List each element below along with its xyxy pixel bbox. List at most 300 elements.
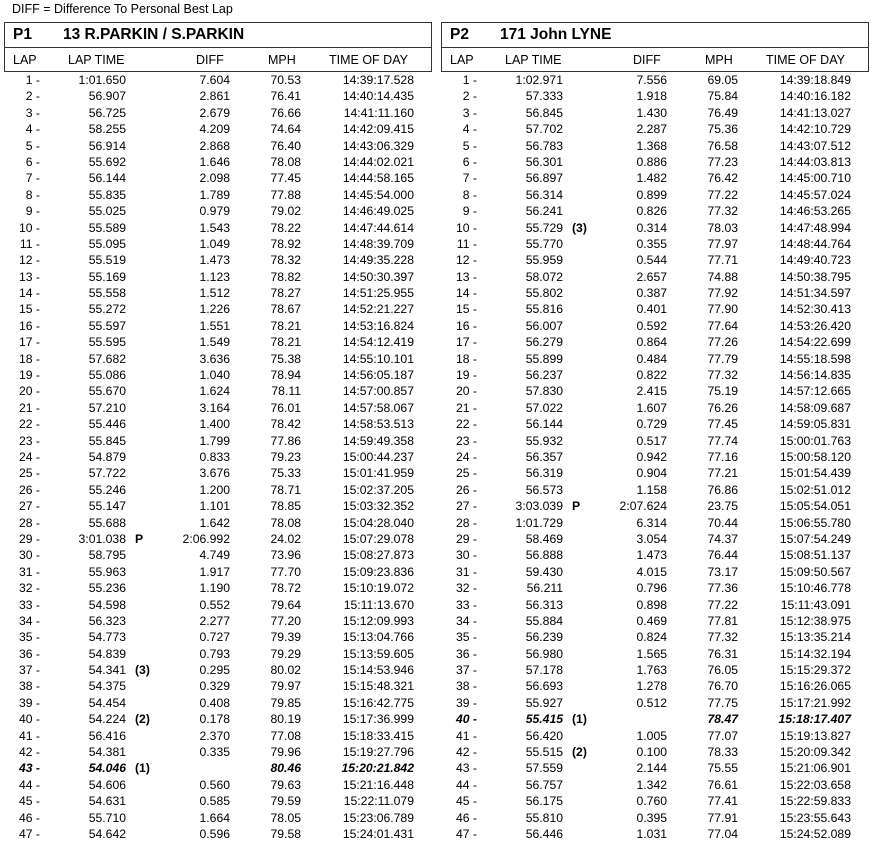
table-row	[441, 678, 869, 694]
time-of-day: 15:11:43.091	[780, 597, 851, 612]
diff-value: 2.861	[199, 89, 230, 104]
mph-value: 78.32	[270, 253, 301, 268]
time-of-day: 15:01:54.439	[779, 466, 851, 481]
time-of-day: 14:49:35.228	[342, 253, 414, 268]
lap-time: 58.795	[88, 548, 126, 563]
time-of-day: 15:21:06.901	[779, 761, 851, 776]
lap-time: 55.589	[88, 220, 126, 235]
lap-time: 55.963	[88, 564, 126, 579]
diff-value: 1.031	[636, 826, 667, 841]
lap-number: 42 -	[455, 745, 477, 760]
lap-number: 5 -	[25, 138, 40, 153]
lap-number: 22 -	[455, 417, 477, 432]
lap-number: 7 -	[25, 171, 40, 186]
mph-value: 70.44	[707, 515, 738, 530]
mph-value: 74.37	[707, 531, 738, 546]
table-row	[441, 646, 869, 662]
time-of-day: 15:24:52.089	[779, 826, 851, 841]
lap-flag: (3)	[135, 663, 150, 678]
diff-value: 1.646	[199, 154, 230, 169]
mph-value: 77.45	[270, 171, 301, 186]
table-row	[441, 236, 869, 252]
table-row	[4, 252, 432, 268]
lap-number: 14 -	[18, 286, 40, 301]
mph-value: 77.75	[707, 695, 738, 710]
diff-value: 0.469	[636, 613, 667, 628]
lap-time: 56.783	[525, 138, 563, 153]
lap-flag: (2)	[572, 745, 587, 760]
lap-number: 13 -	[455, 269, 477, 284]
mph-value: 77.22	[707, 597, 738, 612]
lap-number: 21 -	[18, 400, 40, 415]
lap-number: 22 -	[18, 417, 40, 432]
mph-value: 75.38	[270, 351, 301, 366]
time-of-day: 14:44:03.813	[779, 154, 851, 169]
diff-value: 2.098	[199, 171, 230, 186]
time-of-day: 14:39:18.849	[779, 73, 851, 87]
table-row	[4, 433, 432, 449]
lap-time: 56.144	[88, 171, 126, 186]
time-of-day: 14:46:49.025	[342, 204, 414, 219]
position-label: P2	[450, 26, 469, 43]
diff-value: 1.624	[199, 384, 230, 399]
time-of-day: 15:07:29.078	[342, 531, 414, 546]
table-row	[4, 482, 432, 498]
lap-time: 55.729	[525, 220, 563, 235]
lap-number: 3 -	[25, 105, 40, 120]
table-row	[4, 285, 432, 301]
lap-number: 15 -	[455, 302, 477, 317]
table-row	[4, 597, 432, 613]
diff-value: 1.123	[199, 269, 230, 284]
lap-time: 56.907	[88, 89, 126, 104]
lap-time: 55.959	[525, 253, 563, 268]
lap-flag: (1)	[135, 761, 150, 776]
lap-number: 40 -	[455, 712, 477, 727]
lap-number: 44 -	[18, 777, 40, 792]
time-of-day: 14:58:09.687	[779, 400, 851, 415]
table-row	[4, 826, 432, 842]
lap-number: 24 -	[18, 449, 40, 464]
time-of-day: 14:41:13.027	[779, 105, 851, 120]
lap-number: 37 -	[455, 663, 477, 678]
diff-value: 0.100	[636, 745, 667, 760]
diff-value: 2.370	[199, 728, 230, 743]
diff-value: 2.657	[636, 269, 667, 284]
diff-value: 4.749	[199, 548, 230, 563]
lap-number: 23 -	[455, 433, 477, 448]
lap-time: 58.072	[525, 269, 563, 284]
lap-number: 41 -	[455, 728, 477, 743]
time-of-day: 14:41:11.160	[343, 105, 414, 120]
lap-time: 55.688	[88, 515, 126, 530]
lap-time: 56.279	[525, 335, 563, 350]
lap-time: 57.333	[525, 89, 563, 104]
mph-value: 76.42	[707, 171, 738, 186]
diff-value: 1.789	[199, 187, 230, 202]
lap-number: 30 -	[18, 548, 40, 563]
col-diff: DIFF	[633, 53, 661, 67]
diff-value: 0.942	[636, 449, 667, 464]
lap-number: 25 -	[455, 466, 477, 481]
table-row	[441, 138, 869, 154]
lap-time: 57.210	[88, 400, 126, 415]
mph-value: 78.47	[707, 712, 738, 727]
table-row	[441, 662, 869, 678]
time-of-day: 15:22:03.658	[779, 777, 851, 792]
time-of-day: 14:45:00.710	[779, 171, 851, 186]
time-of-day: 14:48:39.709	[342, 236, 414, 251]
time-of-day: 15:03:32.352	[342, 499, 414, 514]
time-of-day: 15:17:21.992	[779, 695, 851, 710]
time-of-day: 14:58:53.513	[342, 417, 414, 432]
table-row	[441, 613, 869, 629]
time-of-day: 14:50:30.397	[342, 269, 414, 284]
lap-rows	[4, 72, 432, 842]
mph-value: 78.94	[270, 368, 301, 383]
lap-time: 56.319	[525, 466, 563, 481]
lap-time: 54.224	[88, 712, 126, 727]
mph-value: 78.82	[270, 269, 301, 284]
time-of-day: 14:51:34.597	[779, 286, 851, 301]
mph-value: 23.75	[707, 499, 738, 514]
diff-value: 0.512	[636, 695, 667, 710]
lap-number: 36 -	[18, 646, 40, 661]
mph-value: 80.02	[270, 663, 301, 678]
lap-number: 17 -	[455, 335, 477, 350]
mph-value: 77.16	[707, 449, 738, 464]
diff-value: 1.040	[199, 368, 230, 383]
lap-time: 54.642	[88, 826, 126, 841]
driver-panel-p2	[441, 22, 869, 842]
time-of-day: 14:54:22.699	[779, 335, 851, 350]
mph-value: 78.33	[707, 745, 738, 760]
lap-time: 55.692	[88, 154, 126, 169]
lap-time: 57.702	[525, 122, 563, 137]
time-of-day: 15:14:32.194	[779, 646, 851, 661]
mph-value: 78.85	[270, 499, 301, 514]
lap-time: 55.147	[88, 499, 126, 514]
lap-number: 11 -	[456, 236, 477, 251]
diff-value: 0.401	[636, 302, 667, 317]
time-of-day: 14:59:05.831	[779, 417, 851, 432]
table-row	[4, 105, 432, 121]
table-row	[4, 170, 432, 186]
table-row	[4, 121, 432, 137]
diff-value: 1.799	[199, 433, 230, 448]
mph-value: 79.39	[270, 630, 301, 645]
table-row	[441, 564, 869, 580]
lap-number: 34 -	[18, 613, 40, 628]
table-row	[441, 105, 869, 121]
lap-time: 55.025	[88, 204, 126, 219]
lap-time: 56.420	[525, 728, 563, 743]
table-row	[4, 793, 432, 809]
lap-time: 54.606	[88, 777, 126, 792]
table-row	[441, 72, 869, 88]
lap-number: 31 -	[18, 564, 40, 579]
lap-number: 20 -	[18, 384, 40, 399]
lap-time: 55.558	[88, 286, 126, 301]
mph-value: 76.41	[270, 89, 301, 104]
time-of-day: 14:56:05.187	[342, 368, 414, 383]
diff-value: 0.864	[636, 335, 667, 350]
driver-header	[441, 22, 869, 48]
lap-number: 35 -	[455, 630, 477, 645]
lap-number: 18 -	[18, 351, 40, 366]
table-row	[4, 138, 432, 154]
time-of-day: 14:40:14.435	[342, 89, 414, 104]
table-row	[441, 449, 869, 465]
lap-number: 4 -	[25, 122, 40, 137]
mph-value: 77.23	[707, 154, 738, 169]
diff-value: 0.585	[199, 794, 230, 809]
lap-time: 55.169	[88, 269, 126, 284]
time-of-day: 14:52:30.413	[779, 302, 851, 317]
time-of-day: 15:16:42.775	[342, 695, 414, 710]
time-of-day: 15:09:23.836	[342, 564, 414, 579]
table-row	[441, 351, 869, 367]
lap-number: 36 -	[455, 646, 477, 661]
lap-number: 46 -	[455, 810, 477, 825]
mph-value: 69.05	[707, 73, 738, 87]
col-mph: MPH	[705, 53, 733, 67]
mph-value: 77.20	[270, 613, 301, 628]
lap-time: 3:01.038	[78, 531, 126, 546]
diff-value: 1.543	[199, 220, 230, 235]
time-of-day: 14:55:10.101	[342, 351, 414, 366]
table-row	[441, 531, 869, 547]
lap-time: 56.757	[525, 777, 563, 792]
diff-value: 1.400	[199, 417, 230, 432]
lap-time: 55.802	[525, 286, 563, 301]
time-of-day: 14:45:54.000	[342, 187, 414, 202]
lap-number: 11 -	[19, 236, 40, 251]
table-row	[4, 220, 432, 236]
mph-value: 75.36	[707, 122, 738, 137]
mph-value: 77.32	[707, 368, 738, 383]
mph-value: 77.70	[270, 564, 301, 579]
lap-time: 55.095	[88, 236, 126, 251]
mph-value: 76.26	[707, 400, 738, 415]
lap-number: 28 -	[18, 515, 40, 530]
lap-time: 54.773	[88, 630, 126, 645]
lap-time: 56.314	[525, 187, 563, 202]
table-row	[441, 252, 869, 268]
diff-value: 0.886	[636, 154, 667, 169]
diff-value: 4.209	[199, 122, 230, 137]
table-row	[4, 72, 432, 88]
table-row	[441, 515, 869, 531]
table-row	[441, 760, 869, 776]
mph-value: 75.55	[707, 761, 738, 776]
diff-value: 2.287	[636, 122, 667, 137]
diff-value: 4.015	[636, 564, 667, 579]
lap-time: 3:03.039	[515, 499, 563, 514]
lap-number: 9 -	[25, 204, 40, 219]
mph-value: 77.64	[707, 318, 738, 333]
lap-time: 55.236	[88, 581, 126, 596]
diff-value: 0.979	[199, 204, 230, 219]
lap-time: 55.272	[88, 302, 126, 317]
lap-time: 56.980	[525, 646, 563, 661]
table-row	[441, 728, 869, 744]
time-of-day: 14:52:21.227	[342, 302, 414, 317]
mph-value: 75.84	[707, 89, 738, 104]
lap-time: 54.631	[88, 794, 126, 809]
lap-number: 1 -	[25, 73, 40, 87]
time-of-day: 15:19:13.827	[779, 728, 851, 743]
mph-value: 79.97	[270, 679, 301, 694]
diff-value: 0.395	[636, 810, 667, 825]
table-row	[441, 465, 869, 481]
lap-time: 57.559	[525, 761, 563, 776]
mph-value: 77.74	[707, 433, 738, 448]
lap-number: 45 -	[18, 794, 40, 809]
mph-value: 75.33	[270, 466, 301, 481]
table-row	[441, 154, 869, 170]
lap-number: 35 -	[18, 630, 40, 645]
diff-value: 0.560	[199, 777, 230, 792]
time-of-day: 14:57:58.067	[342, 400, 414, 415]
lap-number: 2 -	[462, 89, 477, 104]
column-headers	[4, 48, 432, 72]
diff-value: 0.178	[199, 712, 230, 727]
col-lap-time: LAP TIME	[68, 53, 125, 67]
lap-time: 56.323	[88, 613, 126, 628]
time-of-day: 14:53:16.824	[342, 318, 414, 333]
lap-number: 38 -	[455, 679, 477, 694]
diff-value: 1.049	[199, 236, 230, 251]
lap-time: 55.816	[525, 302, 563, 317]
time-of-day: 15:22:59.833	[779, 794, 851, 809]
time-of-day: 15:12:09.993	[342, 613, 414, 628]
lap-time: 57.682	[88, 351, 126, 366]
mph-value: 76.49	[707, 105, 738, 120]
table-row	[4, 646, 432, 662]
mph-value: 79.23	[270, 449, 301, 464]
col-lap: LAP	[13, 53, 37, 67]
lap-time: 56.175	[525, 794, 563, 809]
table-row	[4, 154, 432, 170]
table-row	[441, 744, 869, 760]
lap-time: 55.519	[88, 253, 126, 268]
diff-value: 3.164	[199, 400, 230, 415]
mph-value: 76.61	[707, 777, 738, 792]
table-row	[4, 449, 432, 465]
lap-time: 56.313	[525, 597, 563, 612]
mph-value: 77.26	[707, 335, 738, 350]
diff-value: 0.596	[199, 826, 230, 841]
mph-value: 78.92	[270, 236, 301, 251]
lap-number: 8 -	[25, 187, 40, 202]
table-row	[441, 301, 869, 317]
mph-value: 77.97	[707, 236, 738, 251]
diff-legend-note: DIFF = Difference To Personal Best Lap	[12, 2, 233, 16]
lap-flag: (1)	[572, 712, 587, 727]
mph-value: 79.64	[270, 597, 301, 612]
time-of-day: 15:13:59.605	[342, 646, 414, 661]
lap-number: 6 -	[462, 154, 477, 169]
mph-value: 78.42	[270, 417, 301, 432]
mph-value: 78.11	[271, 384, 301, 399]
time-of-day: 15:23:55.643	[779, 810, 851, 825]
mph-value: 73.96	[270, 548, 301, 563]
lap-number: 44 -	[455, 777, 477, 792]
table-row	[4, 728, 432, 744]
table-row	[4, 662, 432, 678]
time-of-day: 15:24:01.431	[342, 826, 414, 841]
diff-value: 0.793	[199, 646, 230, 661]
diff-value: 3.676	[199, 466, 230, 481]
col-time-of-day: TIME OF DAY	[766, 53, 845, 67]
table-row	[4, 187, 432, 203]
table-row	[4, 334, 432, 350]
time-of-day: 15:00:44.237	[342, 449, 414, 464]
diff-value: 0.517	[636, 433, 667, 448]
lap-time: 55.899	[525, 351, 563, 366]
lap-time: 56.007	[525, 318, 563, 333]
time-of-day: 15:04:28.040	[342, 515, 414, 530]
mph-value: 77.45	[707, 417, 738, 432]
time-of-day: 15:20:09.342	[779, 745, 851, 760]
mph-value: 79.59	[270, 794, 301, 809]
lap-number: 40 -	[18, 712, 40, 727]
lap-number: 1 -	[462, 73, 477, 87]
time-of-day: 15:18:33.415	[342, 728, 414, 743]
mph-value: 76.44	[707, 548, 738, 563]
mph-value: 78.22	[270, 220, 301, 235]
mph-value: 74.88	[707, 269, 738, 284]
diff-value: 6.314	[636, 515, 667, 530]
mph-value: 76.70	[707, 679, 738, 694]
lap-number: 26 -	[455, 482, 477, 497]
col-mph: MPH	[268, 53, 296, 67]
lap-number: 47 -	[455, 826, 477, 841]
diff-value: 1.482	[636, 171, 667, 186]
time-of-day: 14:53:26.420	[779, 318, 851, 333]
table-row	[441, 400, 869, 416]
mph-value: 80.46	[270, 761, 301, 776]
time-of-day: 14:43:06.329	[342, 138, 414, 153]
lap-number: 4 -	[462, 122, 477, 137]
lap-time: 54.879	[88, 449, 126, 464]
diff-value: 1.200	[199, 482, 230, 497]
diff-value: 1.512	[199, 286, 230, 301]
lap-time: 55.595	[88, 335, 126, 350]
time-of-day: 15:01:41.959	[342, 466, 414, 481]
table-row	[441, 629, 869, 645]
lap-time: 56.897	[525, 171, 563, 186]
lap-time: 55.927	[525, 695, 563, 710]
mph-value: 78.27	[270, 286, 301, 301]
lap-time: 56.845	[525, 105, 563, 120]
driver-header	[4, 22, 432, 48]
lap-number: 32 -	[455, 581, 477, 596]
lap-time: 55.670	[88, 384, 126, 399]
table-row	[4, 711, 432, 727]
diff-value: 2:06.992	[182, 531, 230, 546]
diff-value: 0.408	[199, 695, 230, 710]
mph-value: 78.71	[270, 482, 301, 497]
lap-time: 55.810	[525, 810, 563, 825]
time-of-day: 15:20:21.842	[341, 761, 414, 776]
lap-time: 56.239	[525, 630, 563, 645]
diff-value: 1.549	[199, 335, 230, 350]
driver-panel-p1	[4, 22, 432, 842]
lap-number: 9 -	[462, 204, 477, 219]
mph-value: 77.08	[270, 728, 301, 743]
